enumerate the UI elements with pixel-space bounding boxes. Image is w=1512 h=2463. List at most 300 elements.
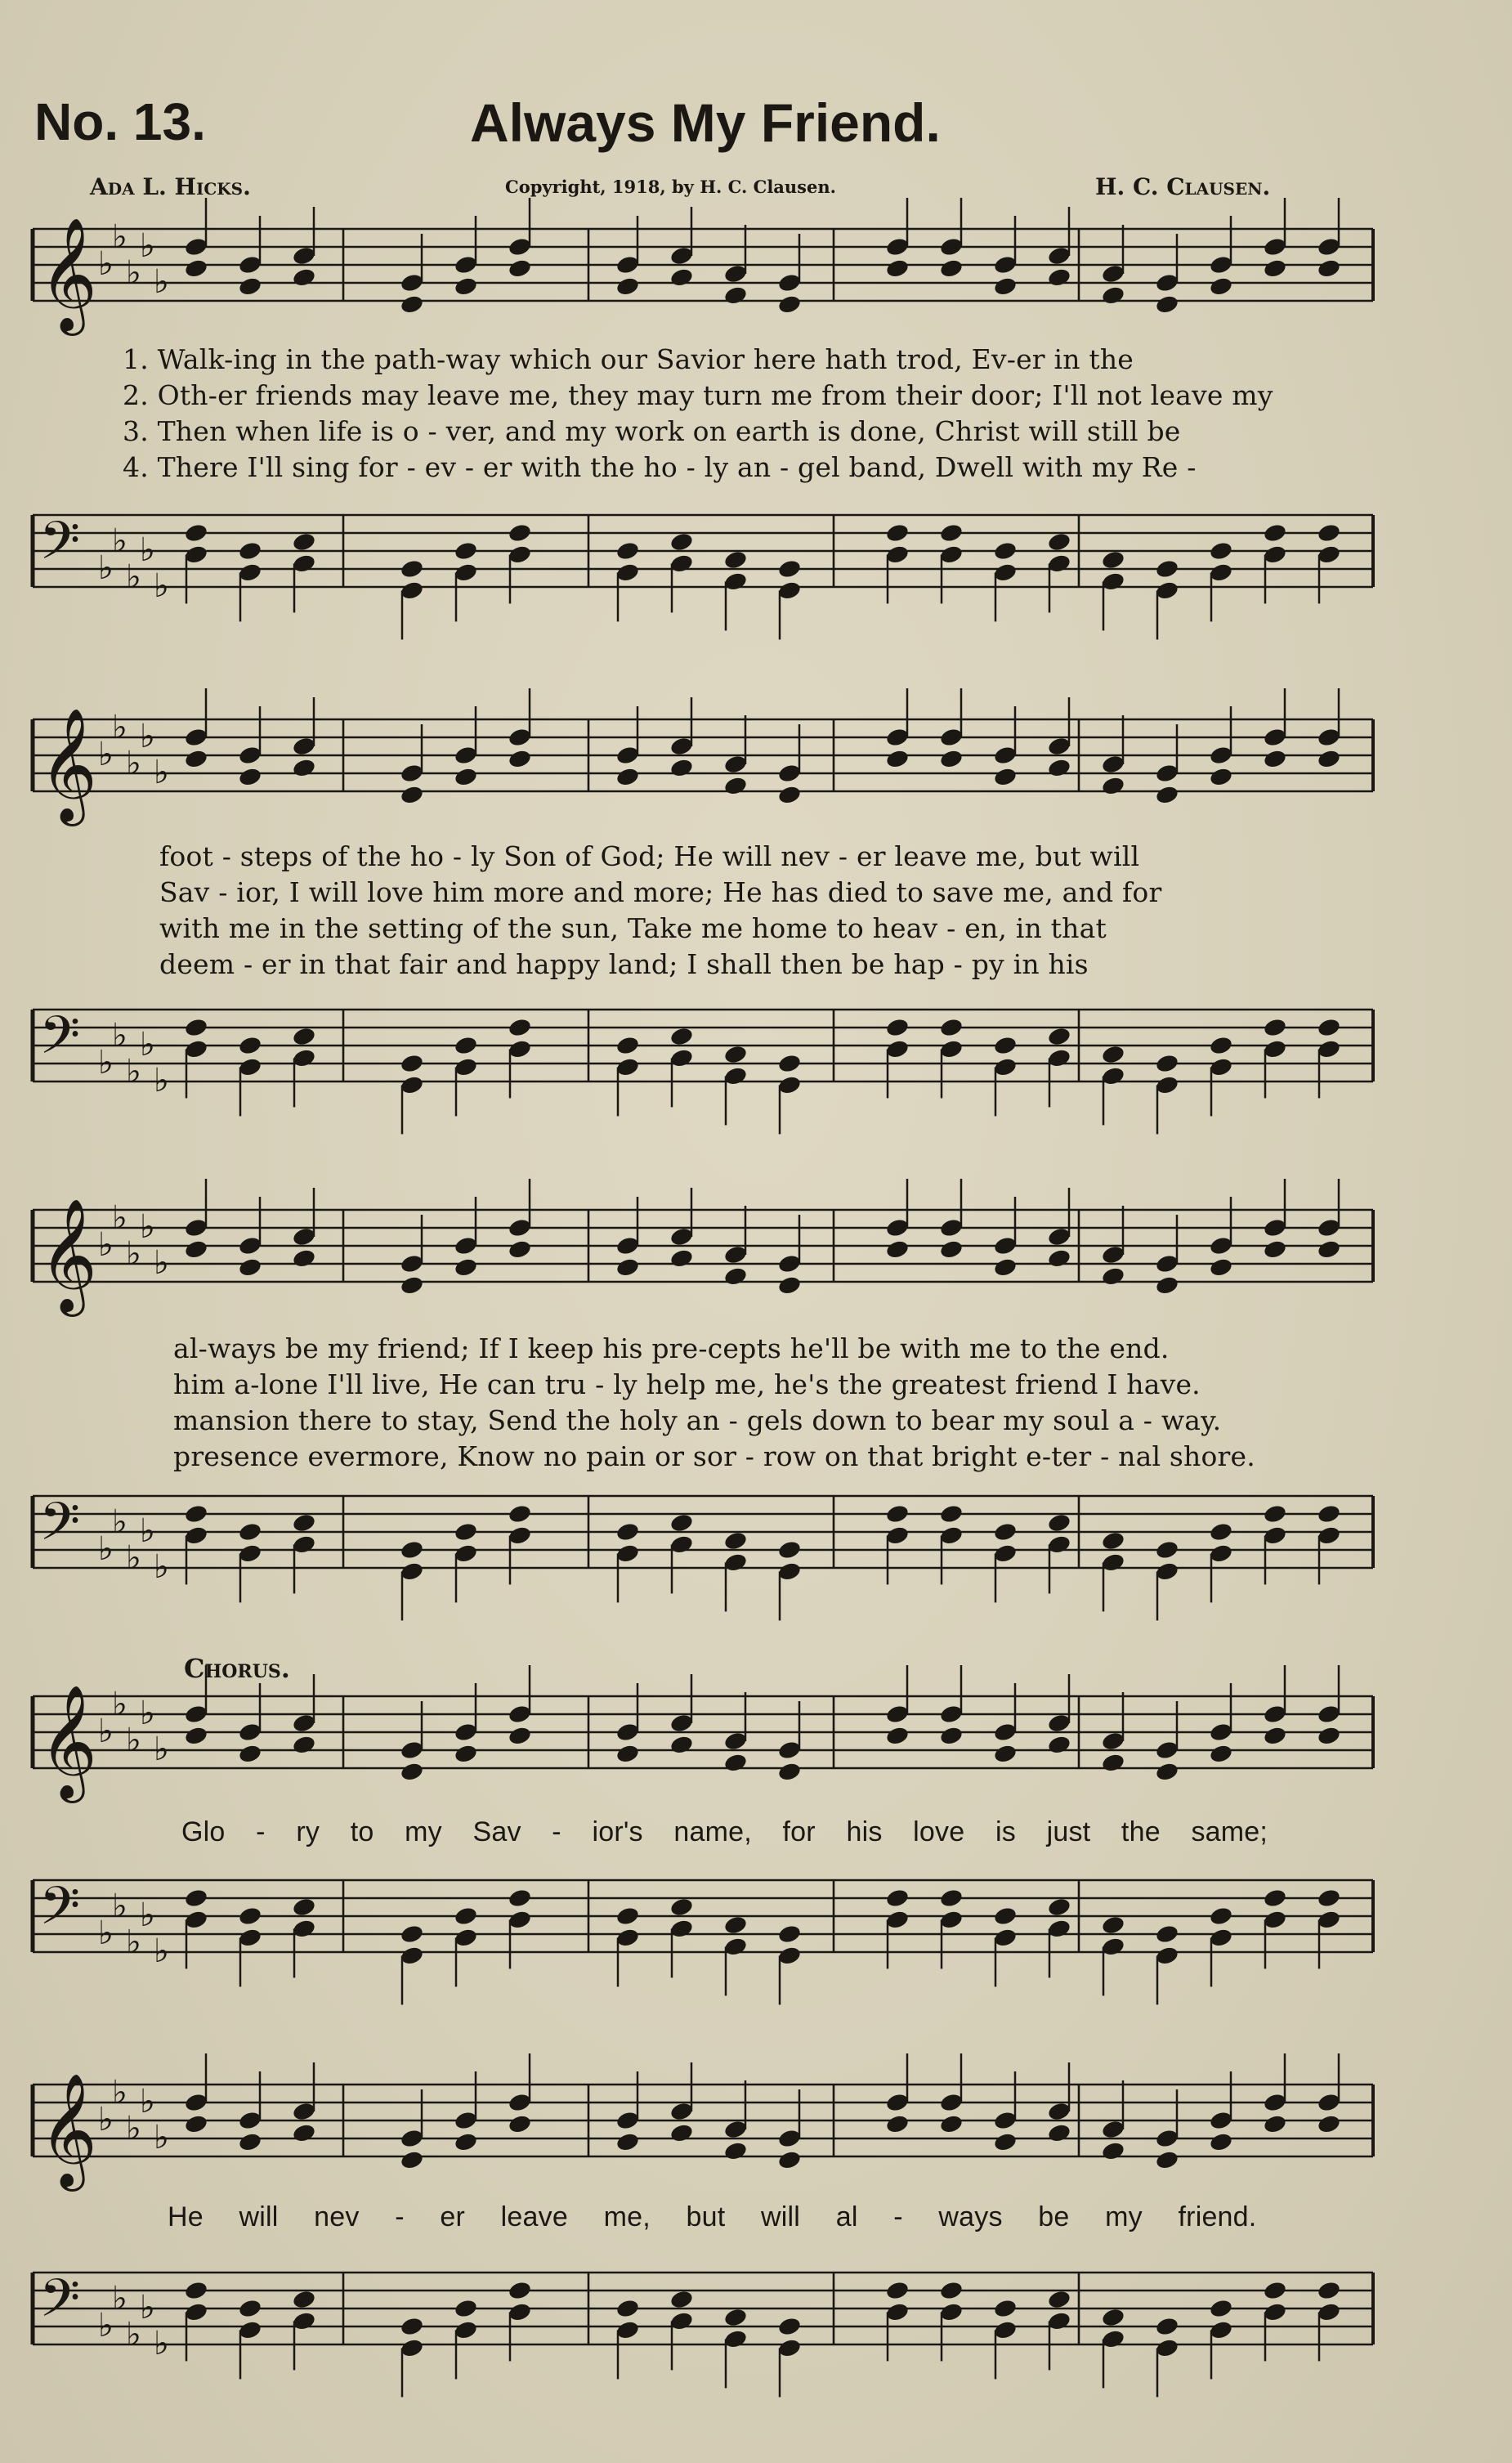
- note-head-icon: [1101, 2328, 1126, 2349]
- note-head-icon: [939, 2301, 964, 2322]
- note-head-icon: [939, 2113, 964, 2134]
- note-head-icon: [184, 1017, 209, 1038]
- flat-sign-icon: ♭: [154, 754, 169, 791]
- flat-sign-icon: ♭: [140, 1512, 155, 1550]
- flat-sign-icon: ♭: [98, 1713, 114, 1750]
- composer-credit: H. C. Clausen.: [1095, 173, 1271, 200]
- note-head-icon: [1263, 1017, 1288, 1038]
- note-head-icon: [184, 544, 209, 565]
- note-head-icon: [292, 1734, 317, 1755]
- note-head-icon: [184, 1704, 209, 1725]
- flat-sign-icon: ♭: [154, 1244, 169, 1282]
- bass-clef-icon: 𝄢: [39, 1492, 81, 1565]
- treble-clef-icon: 𝄞: [39, 217, 97, 331]
- note-head-icon: [1101, 754, 1126, 775]
- note-head-icon: [1047, 1512, 1072, 1534]
- note-head-icon: [777, 2149, 803, 2170]
- note-head-icon: [400, 558, 425, 580]
- hymn-number: No. 13.: [34, 92, 206, 151]
- note-head-icon: [184, 1725, 209, 1746]
- note-head-icon: [723, 1265, 749, 1287]
- note-head-icon: [292, 736, 317, 757]
- note-head-icon: [292, 2122, 317, 2143]
- music-system-3-bass: [0, 1488, 1512, 1610]
- note-head-icon: [454, 2110, 479, 2131]
- note-head-icon: [885, 1217, 910, 1238]
- verse-4-line-c: presence evermore, Know no pain or sor - row on that bright e-ter - nal shore.: [173, 1440, 1255, 1472]
- flat-sign-icon: ♭: [140, 2083, 155, 2120]
- flat-sign-icon: ♭: [140, 1897, 155, 1934]
- flat-sign-icon: ♭: [154, 1731, 169, 1768]
- note-head-icon: [885, 1017, 910, 1038]
- note-head-icon: [1263, 2280, 1288, 2301]
- note-head-icon: [508, 1217, 533, 1238]
- note-head-icon: [615, 1743, 641, 1764]
- note-head-icon: [615, 1035, 641, 1056]
- note-head-icon: [777, 1945, 803, 1966]
- note-head-icon: [1317, 2113, 1342, 2134]
- note-head-icon: [1155, 2337, 1180, 2358]
- note-head-icon: [292, 1226, 317, 1247]
- note-head-icon: [1155, 272, 1180, 293]
- note-head-icon: [1263, 2113, 1288, 2134]
- note-head-icon: [184, 2113, 209, 2134]
- music-system-5-treble: [0, 2073, 1512, 2199]
- flat-sign-icon: ♭: [126, 1539, 141, 1577]
- note-head-icon: [885, 544, 910, 565]
- flat-sign-icon: ♭: [140, 227, 155, 265]
- note-head-icon: [292, 1534, 317, 1555]
- note-head-icon: [1317, 236, 1342, 257]
- treble-clef-icon: 𝄞: [39, 708, 97, 822]
- note-head-icon: [723, 284, 749, 306]
- note-head-icon: [1209, 1521, 1234, 1543]
- note-head-icon: [1317, 257, 1342, 279]
- note-head-icon: [615, 2298, 641, 2319]
- note-head-icon: [939, 1909, 964, 1930]
- note-head-icon: [993, 1235, 1018, 1256]
- note-head-icon: [454, 1256, 479, 1278]
- note-head-icon: [777, 558, 803, 580]
- note-head-icon: [1317, 1038, 1342, 1059]
- note-head-icon: [1317, 1503, 1342, 1525]
- note-head-icon: [508, 2113, 533, 2134]
- flat-sign-icon: ♭: [112, 1503, 127, 1541]
- music-system-1-bass: [0, 507, 1512, 629]
- note-head-icon: [400, 2316, 425, 2337]
- note-head-icon: [292, 2101, 317, 2122]
- note-head-icon: [669, 266, 695, 288]
- note-head-icon: [1101, 1044, 1126, 1065]
- note-head-icon: [508, 2301, 533, 2322]
- note-head-icon: [508, 1038, 533, 1059]
- note-head-icon: [292, 1247, 317, 1269]
- note-head-icon: [1317, 2280, 1342, 2301]
- note-head-icon: [454, 254, 479, 275]
- flat-sign-icon: ♭: [154, 1932, 169, 1970]
- note-head-icon: [454, 1056, 479, 1077]
- note-head-icon: [669, 2122, 695, 2143]
- note-head-icon: [939, 727, 964, 748]
- flat-sign-icon: ♭: [140, 1208, 155, 1246]
- note-head-icon: [238, 1056, 263, 1077]
- note-head-icon: [1317, 2301, 1342, 2322]
- flat-sign-icon: ♭: [126, 745, 141, 782]
- note-head-icon: [669, 1047, 695, 1068]
- note-head-icon: [885, 748, 910, 769]
- note-head-icon: [1263, 522, 1288, 544]
- note-head-icon: [508, 1725, 533, 1746]
- note-head-icon: [1047, 531, 1072, 553]
- note-head-icon: [292, 2289, 317, 2310]
- note-head-icon: [454, 1543, 479, 1564]
- note-head-icon: [669, 1734, 695, 1755]
- note-head-icon: [1101, 284, 1126, 306]
- flat-sign-icon: ♭: [98, 2307, 114, 2344]
- note-head-icon: [939, 1217, 964, 1238]
- note-head-icon: [400, 1253, 425, 1274]
- author-credit: Ada L. Hicks.: [90, 173, 251, 200]
- note-head-icon: [1317, 2092, 1342, 2113]
- note-head-icon: [885, 522, 910, 544]
- note-head-icon: [184, 2301, 209, 2322]
- note-head-icon: [1047, 2101, 1072, 2122]
- note-head-icon: [400, 2128, 425, 2149]
- flat-sign-icon: ♭: [154, 2119, 169, 2156]
- note-head-icon: [508, 544, 533, 565]
- note-head-icon: [723, 775, 749, 796]
- note-head-icon: [292, 1918, 317, 1939]
- note-head-icon: [184, 1525, 209, 1546]
- chorus-line-a: Glo - ry to my Sav - ior's name, for his love is just the same;: [181, 1816, 1268, 1847]
- verse-2-line-b: Sav - ior, I will love him more and more; He has died to save me, and for: [159, 876, 1162, 908]
- note-head-icon: [615, 1056, 641, 1077]
- note-head-icon: [400, 763, 425, 784]
- note-head-icon: [669, 553, 695, 574]
- note-head-icon: [508, 236, 533, 257]
- note-head-icon: [885, 1909, 910, 1930]
- note-head-icon: [1209, 1743, 1234, 1764]
- note-head-icon: [454, 1743, 479, 1764]
- note-head-icon: [508, 727, 533, 748]
- note-head-icon: [1155, 1740, 1180, 1761]
- chorus-label: Chorus.: [184, 1653, 290, 1684]
- note-head-icon: [777, 1561, 803, 1582]
- note-head-icon: [1263, 2301, 1288, 2322]
- note-head-icon: [669, 1534, 695, 1555]
- note-head-icon: [669, 531, 695, 553]
- note-head-icon: [993, 1056, 1018, 1077]
- note-head-icon: [777, 1923, 803, 1945]
- note-head-icon: [1155, 580, 1180, 601]
- note-head-icon: [1101, 263, 1126, 284]
- note-head-icon: [292, 531, 317, 553]
- note-head-icon: [1317, 544, 1342, 565]
- note-head-icon: [615, 1256, 641, 1278]
- flat-sign-icon: ♭: [98, 736, 114, 773]
- music-system-4-treble: [0, 1685, 1512, 1811]
- note-head-icon: [1155, 1761, 1180, 1782]
- note-head-icon: [238, 1035, 263, 1056]
- note-head-icon: [885, 2092, 910, 2113]
- note-head-icon: [1209, 2319, 1234, 2340]
- note-head-icon: [238, 766, 263, 787]
- note-head-icon: [993, 2319, 1018, 2340]
- note-head-icon: [1209, 275, 1234, 297]
- note-head-icon: [400, 293, 425, 315]
- note-head-icon: [238, 254, 263, 275]
- note-head-icon: [508, 2092, 533, 2113]
- note-head-icon: [1263, 1503, 1288, 1525]
- note-head-icon: [885, 1503, 910, 1525]
- note-head-icon: [1263, 1888, 1288, 1909]
- note-head-icon: [777, 1740, 803, 1761]
- note-head-icon: [939, 1503, 964, 1525]
- note-head-icon: [1209, 766, 1234, 787]
- note-head-icon: [238, 1543, 263, 1564]
- note-head-icon: [238, 1722, 263, 1743]
- note-head-icon: [885, 727, 910, 748]
- note-head-icon: [1263, 2092, 1288, 2113]
- note-head-icon: [993, 766, 1018, 787]
- note-head-icon: [184, 257, 209, 279]
- note-head-icon: [1155, 2128, 1180, 2149]
- note-head-icon: [184, 2092, 209, 2113]
- note-head-icon: [1317, 522, 1342, 544]
- flat-sign-icon: ♭: [98, 2101, 114, 2138]
- note-head-icon: [1101, 1065, 1126, 1086]
- note-head-icon: [1047, 1247, 1072, 1269]
- note-head-icon: [1209, 2298, 1234, 2319]
- note-head-icon: [1155, 1539, 1180, 1561]
- note-head-icon: [723, 1914, 749, 1936]
- note-head-icon: [238, 1905, 263, 1927]
- note-head-icon: [615, 2319, 641, 2340]
- note-head-icon: [1317, 727, 1342, 748]
- note-head-icon: [723, 263, 749, 284]
- note-head-icon: [723, 1936, 749, 1957]
- bass-clef-icon: 𝄢: [39, 2268, 81, 2342]
- flat-sign-icon: ♭: [112, 218, 127, 256]
- note-head-icon: [184, 1238, 209, 1260]
- note-head-icon: [1047, 1734, 1072, 1755]
- treble-clef-icon: 𝄞: [39, 1198, 97, 1312]
- note-head-icon: [1209, 1235, 1234, 1256]
- music-system-2-bass: [0, 1001, 1512, 1124]
- note-head-icon: [292, 266, 317, 288]
- note-head-icon: [939, 2092, 964, 2113]
- note-head-icon: [939, 522, 964, 544]
- note-head-icon: [184, 1888, 209, 1909]
- flat-sign-icon: ♭: [140, 531, 155, 569]
- note-head-icon: [1047, 1047, 1072, 1068]
- note-head-icon: [1155, 558, 1180, 580]
- note-head-icon: [1101, 775, 1126, 796]
- note-head-icon: [615, 1905, 641, 1927]
- note-head-icon: [993, 1927, 1018, 1948]
- note-head-icon: [939, 1017, 964, 1038]
- note-head-icon: [1047, 266, 1072, 288]
- verse-2-line-c: him a-lone I'll live, He can tru - ly help me, he's the greatest friend I have.: [173, 1368, 1201, 1400]
- note-head-icon: [669, 2101, 695, 2122]
- note-head-icon: [1101, 1914, 1126, 1936]
- note-head-icon: [508, 748, 533, 769]
- note-head-icon: [615, 1235, 641, 1256]
- note-head-icon: [184, 2280, 209, 2301]
- note-head-icon: [184, 236, 209, 257]
- note-head-icon: [1047, 2122, 1072, 2143]
- chorus-line-b: He will nev - er leave me, but will al - ways be my friend.: [168, 2201, 1257, 2232]
- note-head-icon: [1317, 1909, 1342, 1930]
- note-head-icon: [1263, 236, 1288, 257]
- note-head-icon: [454, 1722, 479, 1743]
- note-head-icon: [885, 1704, 910, 1725]
- note-head-icon: [292, 757, 317, 778]
- note-head-icon: [885, 1038, 910, 1059]
- note-head-icon: [1101, 1244, 1126, 1265]
- note-head-icon: [777, 1274, 803, 1296]
- music-system-5-bass: [0, 2264, 1512, 2387]
- note-head-icon: [777, 1539, 803, 1561]
- note-head-icon: [615, 1722, 641, 1743]
- note-head-icon: [1209, 540, 1234, 562]
- note-head-icon: [723, 549, 749, 571]
- note-head-icon: [993, 254, 1018, 275]
- note-head-icon: [400, 1274, 425, 1296]
- flat-sign-icon: ♭: [154, 2325, 169, 2362]
- note-head-icon: [184, 748, 209, 769]
- note-head-icon: [777, 1761, 803, 1782]
- verse-3-line-a: 3. Then when life is o - ver, and my work on earth is done, Christ will still be: [123, 415, 1181, 447]
- note-head-icon: [454, 1927, 479, 1948]
- verse-3-line-b: with me in the setting of the sun, Take me home to heav - en, in that: [159, 912, 1107, 944]
- note-head-icon: [939, 1888, 964, 1909]
- note-head-icon: [1047, 1897, 1072, 1918]
- flat-sign-icon: ♭: [112, 2280, 127, 2317]
- note-head-icon: [939, 236, 964, 257]
- note-head-icon: [615, 562, 641, 583]
- note-head-icon: [1263, 748, 1288, 769]
- note-head-icon: [669, 1226, 695, 1247]
- note-head-icon: [238, 2110, 263, 2131]
- verse-1-line-a: 1. Walk-ing in the path-way which our Savior here hath trod, Ev-er in the: [123, 343, 1134, 375]
- note-head-icon: [1047, 1026, 1072, 1047]
- note-head-icon: [292, 245, 317, 266]
- note-head-icon: [993, 2131, 1018, 2152]
- note-head-icon: [1047, 757, 1072, 778]
- note-head-icon: [1209, 2131, 1234, 2152]
- note-head-icon: [615, 1521, 641, 1543]
- verse-3-line-c: mansion there to stay, Send the holy an - gels down to bear my soul a - way.: [173, 1404, 1222, 1436]
- note-head-icon: [1155, 784, 1180, 805]
- flat-sign-icon: ♭: [98, 1044, 114, 1081]
- note-head-icon: [1317, 1704, 1342, 1725]
- flat-sign-icon: ♭: [126, 1053, 141, 1090]
- note-head-icon: [993, 1521, 1018, 1543]
- note-head-icon: [1047, 1918, 1072, 1939]
- flat-sign-icon: ♭: [98, 245, 114, 283]
- verse-2-line-a: 2. Oth-er friends may leave me, they may turn me from their door; I'll not leave my: [123, 379, 1273, 411]
- treble-clef-icon: 𝄞: [39, 1685, 97, 1798]
- note-head-icon: [454, 1521, 479, 1543]
- note-head-icon: [184, 1909, 209, 1930]
- note-head-icon: [993, 1543, 1018, 1564]
- note-head-icon: [508, 1704, 533, 1725]
- note-head-icon: [400, 1561, 425, 1582]
- note-head-icon: [1155, 1053, 1180, 1074]
- note-head-icon: [1317, 1725, 1342, 1746]
- note-head-icon: [885, 257, 910, 279]
- note-head-icon: [777, 763, 803, 784]
- note-head-icon: [885, 1725, 910, 1746]
- note-head-icon: [454, 745, 479, 766]
- note-head-icon: [1263, 1525, 1288, 1546]
- note-head-icon: [238, 1256, 263, 1278]
- flat-sign-icon: ♭: [112, 522, 127, 560]
- note-head-icon: [1155, 1945, 1180, 1966]
- verse-4-line-b: deem - er in that fair and happy land; I shall then be hap - py in his: [159, 948, 1089, 980]
- note-head-icon: [723, 1530, 749, 1552]
- note-head-icon: [454, 1035, 479, 1056]
- note-head-icon: [993, 562, 1018, 583]
- note-head-icon: [1047, 1534, 1072, 1555]
- music-system-3-treble: [0, 1198, 1512, 1324]
- note-head-icon: [615, 540, 641, 562]
- note-head-icon: [400, 1761, 425, 1782]
- note-head-icon: [292, 2310, 317, 2331]
- note-head-icon: [292, 1047, 317, 1068]
- note-head-icon: [1209, 1927, 1234, 1948]
- note-head-icon: [1155, 1253, 1180, 1274]
- note-head-icon: [1047, 2289, 1072, 2310]
- note-head-icon: [777, 272, 803, 293]
- note-head-icon: [454, 562, 479, 583]
- note-head-icon: [1047, 245, 1072, 266]
- note-head-icon: [1209, 562, 1234, 583]
- note-head-icon: [777, 1053, 803, 1074]
- note-head-icon: [400, 1539, 425, 1561]
- note-head-icon: [1047, 2310, 1072, 2331]
- note-head-icon: [615, 2110, 641, 2131]
- note-head-icon: [508, 1017, 533, 1038]
- note-head-icon: [615, 2131, 641, 2152]
- verse-1-line-b: foot - steps of the ho - ly Son of God; He will nev - er leave me, but will: [159, 840, 1140, 872]
- note-head-icon: [292, 1713, 317, 1734]
- note-head-icon: [1101, 2307, 1126, 2328]
- note-head-icon: [1101, 1265, 1126, 1287]
- note-head-icon: [292, 553, 317, 574]
- note-head-icon: [400, 1740, 425, 1761]
- note-head-icon: [669, 245, 695, 266]
- bass-clef-icon: 𝄢: [39, 511, 81, 584]
- note-head-icon: [939, 257, 964, 279]
- note-head-icon: [723, 754, 749, 775]
- note-head-icon: [508, 257, 533, 279]
- note-head-icon: [454, 540, 479, 562]
- note-head-icon: [669, 1897, 695, 1918]
- note-head-icon: [1155, 1923, 1180, 1945]
- note-head-icon: [1263, 1238, 1288, 1260]
- note-head-icon: [1101, 1530, 1126, 1552]
- note-head-icon: [1101, 1552, 1126, 1573]
- flat-sign-icon: ♭: [112, 709, 127, 746]
- flat-sign-icon: ♭: [154, 1062, 169, 1099]
- flat-sign-icon: ♭: [126, 1722, 141, 1759]
- note-head-icon: [1101, 1752, 1126, 1773]
- note-head-icon: [993, 2298, 1018, 2319]
- note-head-icon: [238, 2319, 263, 2340]
- note-head-icon: [1155, 2316, 1180, 2337]
